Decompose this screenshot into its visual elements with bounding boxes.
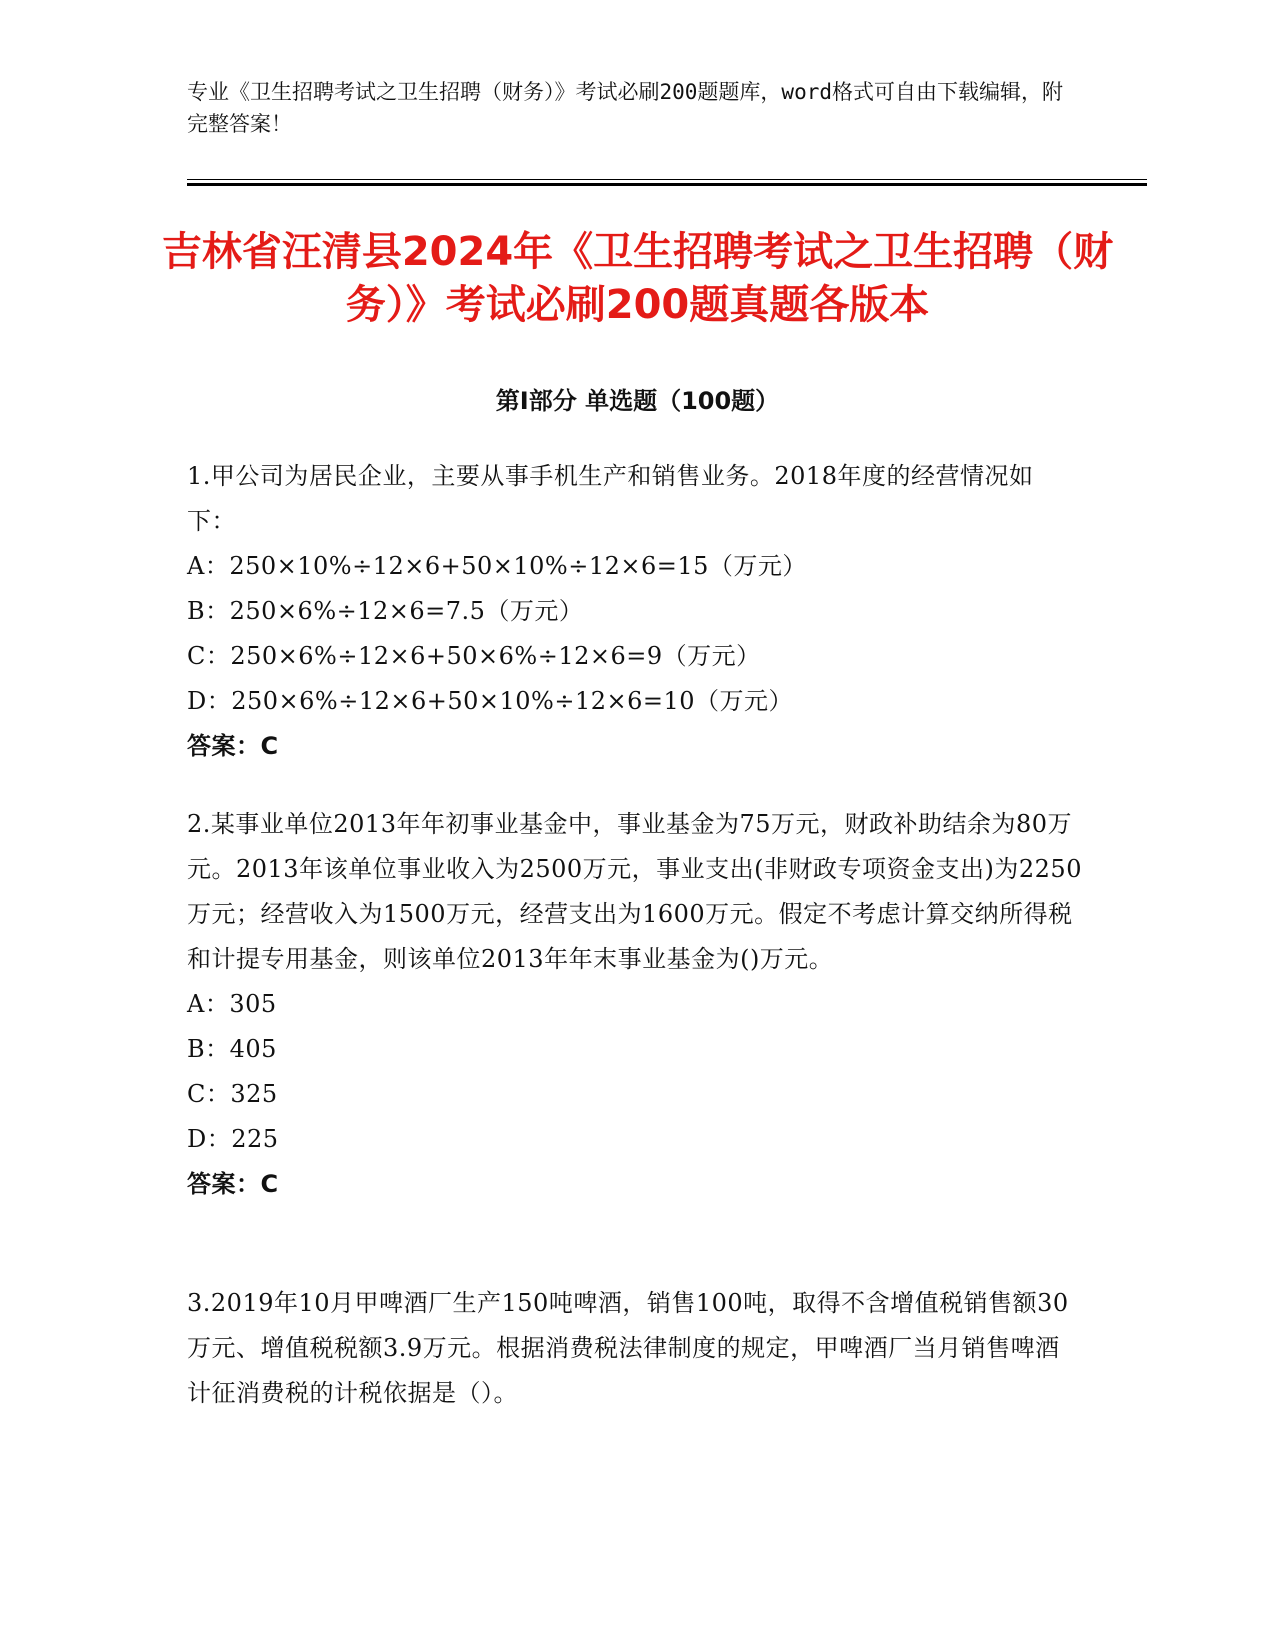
option-c: C：250×6%÷12×6+50×6%÷12×6=9（万元） — [187, 642, 761, 670]
answer: 答案：C — [187, 1170, 279, 1198]
option-b: B：250×6%÷12×6=7.5（万元） — [187, 597, 584, 625]
option-b: B：405 — [187, 1035, 277, 1063]
header-divider-thin — [187, 179, 1147, 180]
question-text: 1.甲公司为居民企业，主要从事手机生产和销售业务。2018年度的经营情况如下： — [187, 462, 1034, 535]
question-text: 3.2019年10月甲啤酒厂生产150吨啤酒，销售100吨，取得不含增值税销售额30万元、增值税税额3.9万元。根据消费税法律制度的规定，甲啤酒厂当月销售啤酒计征消费税的计税依据是（）。 — [187, 1289, 1069, 1407]
option-d: D：250×6%÷12×6+50×10%÷12×6=10（万元） — [187, 687, 794, 715]
option-c: C：325 — [187, 1080, 278, 1108]
option-a: A：250×10%÷12×6+50×10%÷12×6=15（万元） — [187, 552, 807, 580]
header-divider-thick — [187, 183, 1147, 186]
option-a: A：305 — [187, 990, 277, 1018]
question-1 — [187, 454, 1082, 769]
header-note: 专业《卫生招聘考试之卫生招聘（财务）》考试必刷200题题库，word格式可自由下载编辑，附完整答案！ — [187, 80, 1063, 136]
document-title: 吉林省汪清县2024年《卫生招聘考试之卫生招聘（财务）》考试必刷200题真题各版本 — [161, 229, 1114, 328]
section-heading: 第Ⅰ部分 单选题（100题） — [495, 387, 780, 415]
question-3 — [187, 1281, 1082, 1416]
question-text: 2.某事业单位2013年年初事业基金中，事业基金为75万元，财政补助结余为80万元。2013年该单位事业收入为2500万元，事业支出(非财政专项资金支出)为2250万元；经营收入为1500万元，经营支出为1600万元。假定不考虑计算交纳所得税和计提专用基金，则该单位2013年年末事业基金为()万元。 — [187, 810, 1082, 973]
question-2 — [187, 802, 1082, 1207]
option-d: D：225 — [187, 1125, 279, 1153]
answer: 答案：C — [187, 732, 279, 760]
